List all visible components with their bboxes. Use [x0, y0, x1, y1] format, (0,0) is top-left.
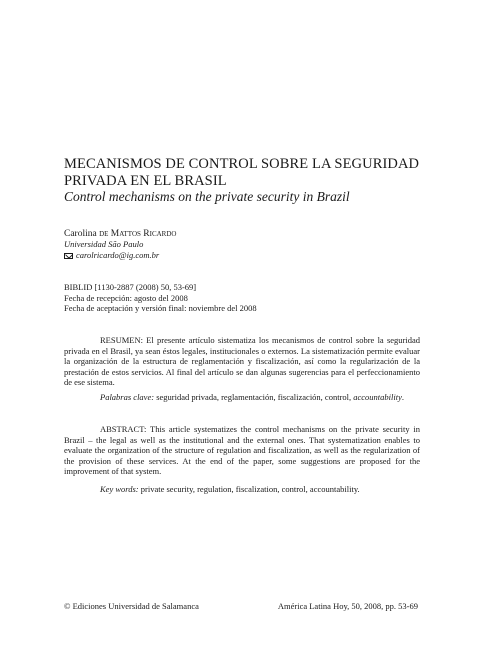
author-affiliation: Universidad São Paulo [64, 239, 144, 249]
footer-publisher: © Ediciones Universidad de Salamanca [64, 601, 199, 611]
abstract-text: ABSTRACT: This article systematizes the control mechanisms on the private security in Brazil – the legal as well as the institutional and the external ones. That systematization enables to evaluate the organization of the structure of regulation and fiscalization, as well as the regularization of the provision of these services. At the end of the paper, some suggestions are proposed for the improvement of that system. [64, 424, 420, 476]
resumen-keywords-list: seguridad privada, reglamentación, fiscalización, control, [156, 392, 352, 402]
received-date: Fecha de recepción: agosto del 2008 [64, 292, 188, 303]
resumen-keywords-last: accountability [353, 392, 402, 402]
resumen-keywords [64, 392, 420, 403]
author-surname: de Mattos Ricardo [99, 229, 177, 239]
abstract-keywords-list: private security, regulation, fiscalization, control, accountability. [140, 484, 360, 494]
abstract-keywords-label: Key words: [100, 484, 139, 494]
author-email-text[interactable]: carolricardo@ig.com.br [76, 250, 160, 260]
resumen-block [64, 335, 420, 388]
footer-citation: América Latina Hoy, 50, 2008, pp. 53-69 [277, 601, 418, 611]
author-email[interactable] [64, 250, 159, 261]
abstract-block [64, 424, 420, 477]
resumen-text: RESUMEN: El presente artículo sistematiza los mecanismos de control sobre la seguridad privada en el Brasil, ya sean éstos legales, institucionales o externos. La sistematización permite evaluar la organización de la estructura de reglamentación y fiscalización, así como la regularización de la prestación de estos servicios. Al final del artículo se dan algunas sugerencias para el perfeccionamiento de ese sistema. [64, 335, 420, 387]
author-first-name: Carolina [64, 229, 97, 239]
biblid: BIBLID [1130-2887 (2008) 50, 53-69] [64, 282, 197, 292]
article-title: MECANISMOS DE CONTROL SOBRE LA SEGURIDAD PRIVADA EN EL BRASIL [64, 156, 420, 189]
envelope-icon [64, 253, 73, 259]
article-subtitle: Control mechanisms on the private security in Brazil [64, 189, 350, 204]
resumen-keywords-label: Palabras clave: [100, 392, 155, 402]
abstract-keywords [64, 484, 420, 495]
publication-meta [64, 282, 424, 314]
accepted-date: Fecha de aceptación y versión final: noviembre del 2008 [64, 303, 257, 313]
resumen-keywords-end: . [401, 392, 405, 402]
